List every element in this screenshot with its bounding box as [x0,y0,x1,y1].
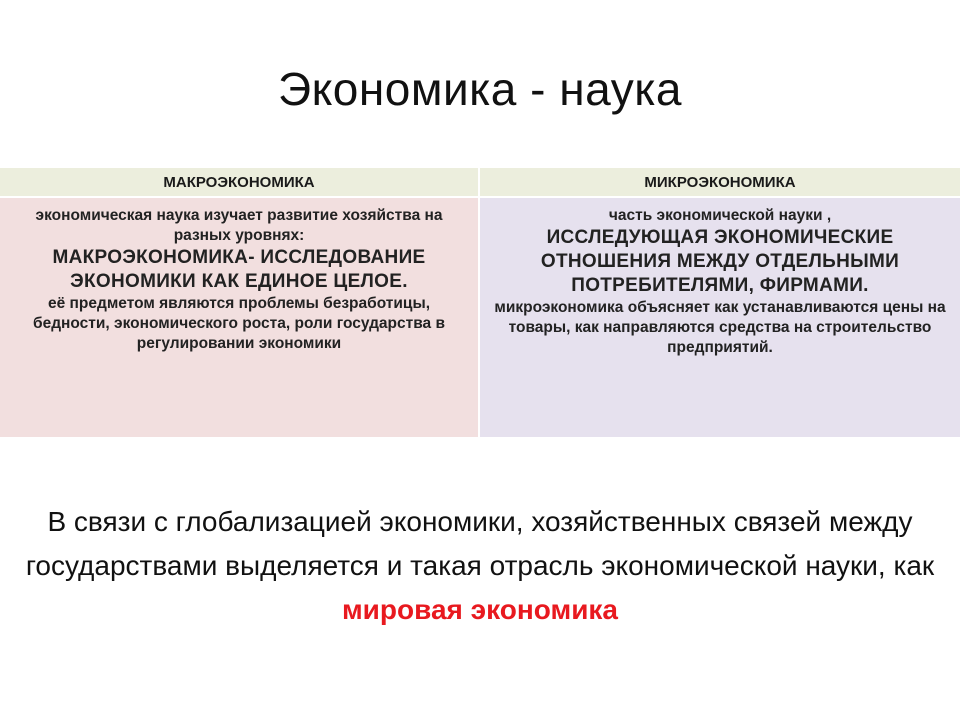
header-macroeconomics: МАКРОЭКОНОМИКА [0,168,480,198]
world-economy-highlight: мировая экономика [341,594,619,625]
macro-detail: её предметом являются проблемы безработицы, бедности, экономического роста, роли государства в регулировании экономики [33,295,445,352]
microeconomics-cell [480,198,960,437]
micro-intro: часть экономической науки , [608,207,832,224]
macroeconomics-cell [0,198,480,437]
header-microeconomics: МИКРОЭКОНОМИКА [480,168,960,198]
macro-intro: экономическая наука изучает развитие хозяйства на разных уровнях: [35,207,443,244]
footer-text: В связи с глобализацией экономики, хозяйственных связей между государствами выделяется и такая отрасль экономической науки, как [25,506,935,581]
macro-emphasis: МАКРОЭКОНОМИКА- ИССЛЕДОВАНИЕ ЭКОНОМИКИ КАК ЕДИНОЕ ЦЕЛОЕ. [52,247,426,292]
globalization-note [0,500,960,632]
micro-emphasis: ИССЛЕДУЮЩАЯ ЭКОНОМИЧЕСКИЕ ОТНОШЕНИЯ МЕЖДУ ОТДЕЛЬНЫМИ ПОТРЕБИТЕЛЯМИ, ФИРМАМИ. [540,227,900,296]
slide-title: Экономика - наука [278,63,682,115]
micro-detail: микроэкономика объясняет как устанавливаются цены на товары, как направляются средства на строительство предприятий. [494,299,946,356]
comparison-table [0,168,960,437]
